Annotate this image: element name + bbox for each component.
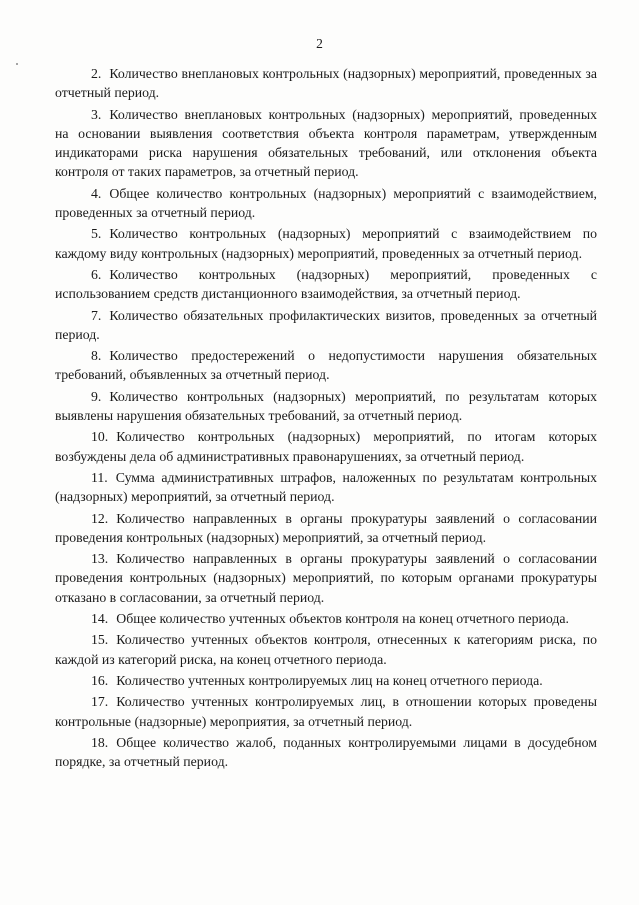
page-number: 2 — [316, 36, 323, 51]
list-item — [55, 346, 597, 385]
item-text: Количество направленных в органы прокуратуры заявлений о согласовании проведения контрольных (надзорных) мероприятий, по которым органами прокуратуры отказано в согласовании, за отчетный период. — [55, 551, 597, 605]
item-number: 17. — [91, 694, 109, 710]
item-text: Общее количество контрольных (надзорных) мероприятий с взаимодействием, проведенных за отчетный период. — [55, 185, 597, 221]
item-number: 15. — [91, 632, 109, 648]
list-item — [55, 306, 597, 345]
list-item — [55, 224, 597, 263]
item-text: Количество контрольных (надзорных) мероприятий с взаимодействием по каждому виду контрольных (надзорных) мероприятий, проведенных за отчетный период. — [55, 226, 597, 261]
list-item — [55, 609, 597, 628]
item-text: Количество учтенных объектов контроля, отнесенных к категориям риска, по каждой из категорий риска, на конец отчетного периода. — [55, 632, 597, 667]
item-text: Общее количество жалоб, поданных контролируемыми лицами в досудебном порядке, за отчетный период. — [55, 734, 597, 770]
list-item — [55, 692, 597, 731]
item-number: 16. — [91, 672, 109, 688]
item-text: Количество внеплановых контрольных (надзорных) мероприятий, проведенных на основании выявления соответствия объекта контроля параметрам, утвержденным индикаторами риска нарушения обязательных требований, или отклонения объекта контроля от таких параметров, за отчетный период. — [55, 106, 597, 180]
item-text: Количество обязательных профилактических визитов, проведенных за отчетный период. — [55, 307, 597, 342]
item-text: Количество учтенных контролируемых лиц, в отношении которых проведены контрольные (надзорные) мероприятия, за отчетный период. — [55, 694, 597, 729]
list-item — [55, 427, 597, 466]
item-number: 14. — [91, 611, 109, 627]
item-number: 7. — [91, 307, 102, 323]
item-number: 8. — [91, 348, 102, 364]
list-item — [55, 387, 597, 426]
item-text: Количество контрольных (надзорных) мероприятий, проведенных с использованием средств дистанционного взаимодействия, за отчетный период. — [55, 266, 597, 302]
list-item — [55, 509, 597, 548]
list-item — [55, 733, 597, 772]
item-number: 11. — [91, 469, 108, 485]
item-number: 6. — [91, 266, 102, 282]
list-item — [55, 265, 597, 304]
item-number: 9. — [91, 388, 102, 404]
item-number: 5. — [91, 226, 102, 242]
item-text: Количество предостережений о недопустимости нарушения обязательных требований, объявленных за отчетный период. — [55, 348, 597, 383]
list-item — [55, 630, 597, 669]
list-item — [55, 468, 597, 507]
item-text: Количество направленных в органы прокуратуры заявлений о согласовании проведения контрольных (надзорных) мероприятий, за отчетный период. — [55, 510, 597, 545]
list-item — [55, 105, 597, 182]
item-text: Количество контрольных (надзорных) мероприятий, по результатам которых выявлены нарушения обязательных требований, за отчетный период. — [55, 388, 597, 424]
list-item — [55, 549, 597, 607]
list-item — [55, 64, 597, 103]
item-text: Общее количество учтенных объектов контроля на конец отчетного периода. — [116, 611, 569, 627]
numbered-list — [55, 64, 597, 773]
item-number: 10. — [91, 429, 109, 445]
item-number: 2. — [91, 66, 102, 81]
item-number: 13. — [91, 551, 109, 567]
item-text: Сумма административных штрафов, наложенных по результатам контрольных (надзорных) мероприятий, за отчетный период. — [55, 469, 597, 505]
item-number: 4. — [91, 185, 102, 201]
item-number: 12. — [91, 510, 109, 526]
item-text: Количество контрольных (надзорных) мероприятий, по итогам которых возбуждены дела об административных правонарушениях, за отчетный период. — [55, 429, 597, 464]
item-number: 3. — [91, 106, 102, 122]
list-item — [55, 184, 597, 223]
item-text: Количество внеплановых контрольных (надзорных) мероприятий, проведенных за отчетный период. — [55, 66, 597, 101]
scan-speck — [16, 63, 18, 65]
item-number: 18. — [91, 734, 109, 750]
list-item — [55, 671, 597, 690]
item-text: Количество учтенных контролируемых лиц на конец отчетного периода. — [116, 672, 543, 688]
